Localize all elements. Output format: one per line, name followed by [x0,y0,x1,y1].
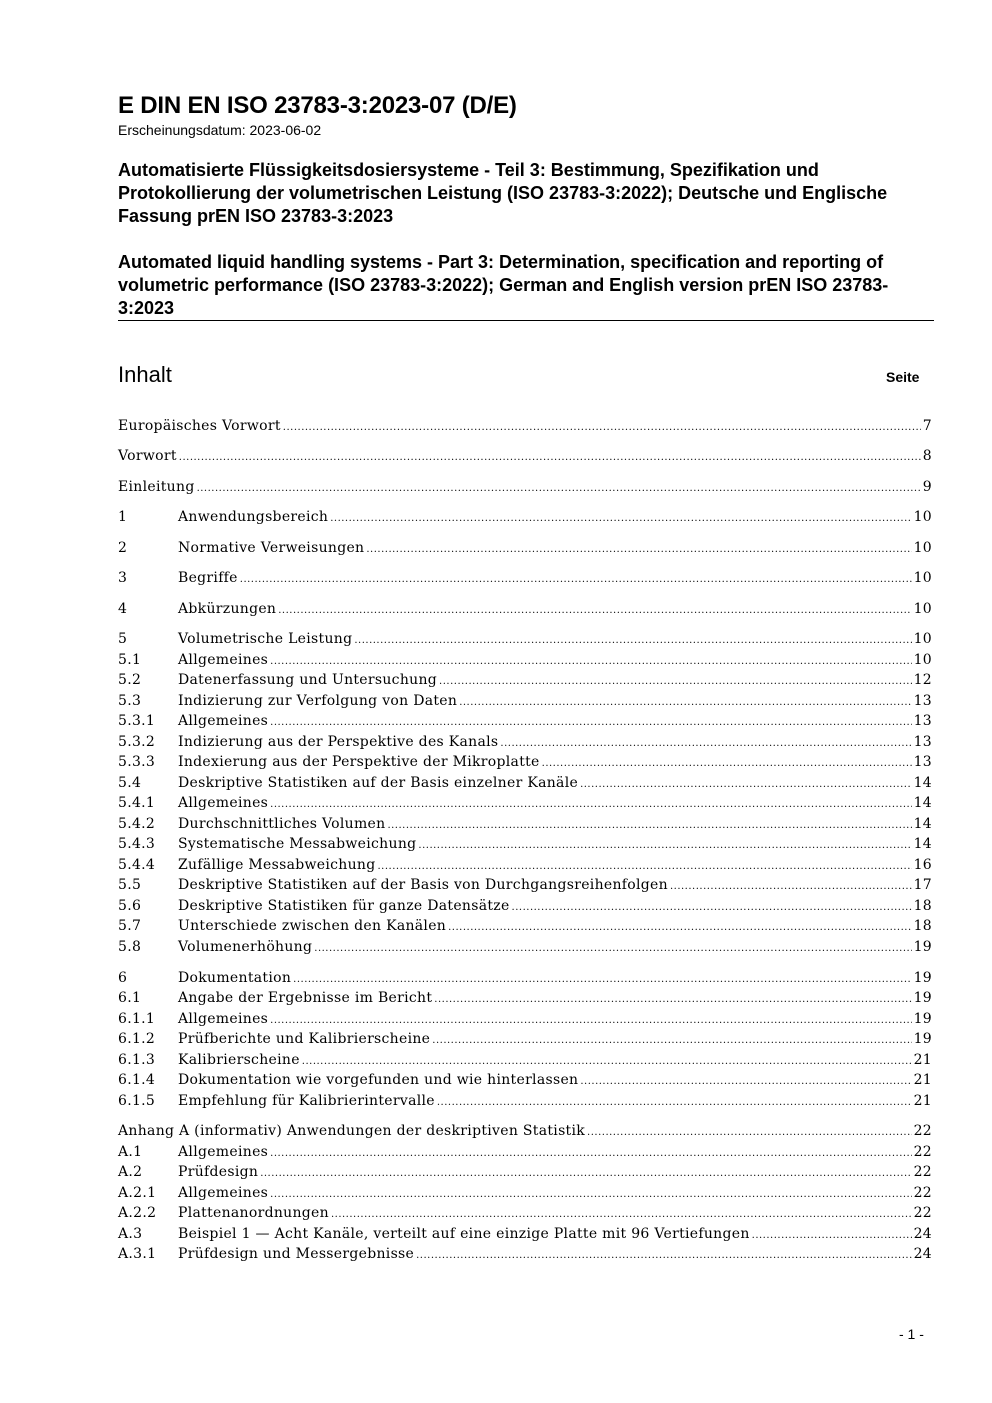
toc-entry-title: Allgemeines [178,1011,269,1027]
toc-entry-page: 10 [913,601,932,617]
toc-entry-number: 5.8 [118,939,142,955]
toc-entry-title: Allgemeines [178,713,269,729]
toc-dot-leader [580,1072,911,1088]
toc-entry[interactable] [118,877,932,897]
toc-entry[interactable] [118,1205,932,1225]
toc-entry[interactable] [118,448,932,468]
toc-dot-leader [580,775,912,791]
toc-entry-number: 6.1.5 [118,1093,156,1109]
toc-entry-page: 21 [913,1072,932,1088]
toc-entry[interactable] [118,1226,932,1246]
toc-entry-number: 1 [118,509,128,525]
toc-entry-number: 5.2 [118,672,142,688]
toc-entry[interactable] [118,1164,932,1184]
toc-dot-leader [387,816,911,832]
toc-entry[interactable] [118,479,932,499]
toc-entry-number: 5.7 [118,918,142,934]
toc-entry-title: Allgemeines [178,652,269,668]
toc-entry-page: 19 [913,990,932,1006]
toc-dot-leader [270,713,911,729]
toc-entry-page: 19 [913,1011,932,1027]
toc-entry[interactable] [118,540,932,560]
toc-entry-title: Allgemeines [178,1144,269,1160]
toc-dot-leader [512,898,912,914]
toc-entry-title: Volumenerhöhung [178,939,313,955]
toc-dot-leader [366,540,911,556]
toc-dot-leader [354,631,911,647]
toc-entry-number: 6.1.3 [118,1052,156,1068]
toc-entry-page: 22 [913,1205,932,1221]
toc-entry[interactable] [118,775,932,795]
toc-entry[interactable] [118,418,932,438]
toc-entry-title: Einleitung [118,479,195,495]
toc-entry[interactable] [118,713,932,733]
title-german: Automatisierte Flüssigkeitsdosiersysteme - Teil 3: Bestimmung, Spezifikation und Protokollierung der volumetrischen Leistung (ISO 23783-3:2022); Deutsche und Englische Fassung prEN ISO 23783-3:2023 [118,160,888,226]
toc-entry-title: Deskriptive Statistiken auf der Basis einzelner Kanäle [178,775,579,791]
toc-entry-page: 24 [913,1246,932,1262]
toc-entry[interactable] [118,970,932,990]
toc-entry[interactable] [118,857,932,877]
toc-entry-number: 5.1 [118,652,142,668]
toc-entry[interactable] [118,898,932,918]
toc-entry-page: 7 [922,418,932,434]
toc-entry[interactable] [118,836,932,856]
toc-dot-leader [314,939,911,955]
toc-entry-number: 5.4.2 [118,816,156,832]
toc-dot-leader [197,479,921,495]
toc-entry-page: 22 [913,1164,932,1180]
toc-entry-number: 5.3.3 [118,754,156,770]
toc-entry[interactable] [118,1144,932,1164]
toc-entry[interactable] [118,601,932,621]
toc-entry-title: Deskriptive Statistiken für ganze Datensätze [178,898,510,914]
toc-entry-title: Plattenanordnungen [178,1205,329,1221]
toc-entry-title: Prüfdesign [178,1164,259,1180]
toc-entry-number: A.2 [118,1164,143,1180]
toc-entry-page: 14 [913,816,932,832]
toc-dot-leader [752,1226,912,1242]
toc-entry-number: 5.3.1 [118,713,156,729]
toc-entry-number: 5.4 [118,775,142,791]
toc-dot-leader [432,1031,911,1047]
toc-entry-number: 2 [118,540,128,556]
publication-date: Erscheinungsdatum: 2023-06-02 [118,122,322,138]
toc-entry-page: 18 [913,898,932,914]
document-id: E DIN EN ISO 23783-3:2023-07 (D/E) [118,92,517,119]
toc-dot-leader [270,1185,911,1201]
toc-dot-leader [459,693,911,709]
toc-entry-title: Prüfdesign und Messergebnisse [178,1246,415,1262]
toc-dot-leader [330,509,911,525]
toc-entry-page: 16 [913,857,932,873]
toc-entry[interactable] [118,1123,932,1143]
toc-entry-title: Unterschiede zwischen den Kanälen [178,918,447,934]
toc-dot-leader [587,1123,912,1139]
toc-entry-page: 13 [913,754,932,770]
toc-entry[interactable] [118,1052,932,1072]
toc-entry-title: Dokumentation wie vorgefunden und wie hinterlassen [178,1072,579,1088]
toc-dot-leader [278,601,911,617]
toc-entry[interactable] [118,918,932,938]
toc-entry-page: 10 [913,540,932,556]
toc-entry-title: Empfehlung für Kalibrierintervalle [178,1093,435,1109]
toc-entry-title: Prüfberichte und Kalibrierscheine [178,1031,431,1047]
toc-dot-leader [331,1205,912,1221]
toc-entry-title: Europäisches Vorwort [118,418,281,434]
toc-entry[interactable] [118,1246,932,1266]
toc-entry-title: Begriffe [178,570,238,586]
toc-entry-title: Dokumentation [178,970,292,986]
toc-entry-title: Anhang A (informativ) Anwendungen der deskriptiven Statistik [118,1123,586,1139]
toc-entry[interactable] [118,631,932,651]
toc-dot-leader [270,795,911,811]
toc-entry-number: 5.4.4 [118,857,156,873]
toc-entry[interactable] [118,990,932,1010]
toc-entry-title: Anwendungsbereich [178,509,329,525]
toc-dot-leader [434,990,911,1006]
toc-entry-page: 21 [913,1093,932,1109]
toc-entry[interactable] [118,939,932,959]
toc-dot-leader [439,672,912,688]
toc-entry-page: 10 [913,509,932,525]
contents-heading: Inhalt [118,362,172,387]
toc-entry-number: 5.4.1 [118,795,156,811]
toc-entry-number: 4 [118,601,128,617]
toc-entry[interactable] [118,1031,932,1051]
page-column-label: Seite [886,369,920,385]
toc-entry-page: 8 [922,448,932,464]
toc-dot-leader [670,877,912,893]
toc-entry-title: Systematische Messabweichung [178,836,417,852]
toc-entry-title: Abkürzungen [178,601,277,617]
toc-entry[interactable] [118,1011,932,1031]
toc-entry-page: 19 [913,970,932,986]
toc-dot-leader [302,1052,912,1068]
toc-dot-leader [270,1144,911,1160]
toc-entry-number: A.2.1 [118,1185,157,1201]
toc-entry-page: 13 [913,734,932,750]
toc-entry-number: 5.3.2 [118,734,156,750]
toc-entry-title: Allgemeines [178,795,269,811]
toc-dot-leader [260,1164,911,1180]
toc-dot-leader [437,1093,912,1109]
toc-dot-leader [270,652,911,668]
toc-entry-page: 21 [913,1052,932,1068]
toc-entry-page: 12 [913,672,932,688]
toc-entry[interactable] [118,734,932,754]
toc-entry-number: A.3.1 [118,1246,157,1262]
toc-entry-page: 22 [913,1185,932,1201]
toc-entry[interactable] [118,1185,932,1205]
toc-entry-number: 6.1.2 [118,1031,156,1047]
toc-entry-number: 6.1 [118,990,142,1006]
toc-entry-page: 19 [913,939,932,955]
toc-entry-title: Beispiel 1 — Acht Kanäle, verteilt auf eine einzige Platte mit 96 Vertiefungen [178,1226,750,1242]
toc-entry-page: 22 [913,1123,932,1139]
toc-entry-title: Vorwort [118,448,177,464]
toc-dot-leader [270,1011,911,1027]
toc-entry-number: 6.1.4 [118,1072,156,1088]
toc-entry[interactable] [118,816,932,836]
toc-entry[interactable] [118,652,932,672]
toc-entry-title: Datenerfassung und Untersuchung [178,672,438,688]
toc-entry[interactable] [118,1093,932,1113]
toc-entry-title: Indizierung aus der Perspektive des Kanals [178,734,499,750]
toc-dot-leader [500,734,911,750]
toc-entry-page: 14 [913,836,932,852]
toc-dot-leader [448,918,911,934]
toc-entry[interactable] [118,672,932,692]
toc-entry-title: Kalibrierscheine [178,1052,300,1068]
page-number: - 1 - [899,1326,924,1342]
toc-entry-title: Volumetrische Leistung [178,631,353,647]
toc-entry-page: 9 [922,479,932,495]
toc-entry-number: A.3 [118,1226,143,1242]
toc-dot-leader [293,970,911,986]
toc-entry-number: A.2.2 [118,1205,157,1221]
toc-entry-title: Durchschnittliches Volumen [178,816,386,832]
toc-entry-page: 19 [913,1031,932,1047]
toc-entry-page: 10 [913,631,932,647]
toc-dot-leader [418,836,911,852]
toc-dot-leader [416,1246,911,1262]
toc-entry-page: 10 [913,652,932,668]
toc-entry-number: 3 [118,570,128,586]
toc-dot-leader [283,418,921,434]
toc-entry-page: 18 [913,918,932,934]
toc-entry-title: Indizierung zur Verfolgung von Daten [178,693,458,709]
toc-entry-number: 6 [118,970,128,986]
toc-entry-page: 22 [913,1144,932,1160]
toc-entry-page: 13 [913,713,932,729]
toc-entry-number: 5.3 [118,693,142,709]
toc-dot-leader [542,754,912,770]
toc-entry-title: Zufällige Messabweichung [178,857,376,873]
toc-entry-title: Allgemeines [178,1185,269,1201]
toc-dot-leader [179,448,921,464]
toc-entry[interactable] [118,509,932,529]
toc-entry-page: 14 [913,795,932,811]
toc-entry[interactable] [118,1072,932,1092]
title-divider [118,320,934,321]
toc-entry-title: Indexierung aus der Perspektive der Mikroplatte [178,754,540,770]
toc-dot-leader [378,857,912,873]
toc-entry-number: 5 [118,631,128,647]
toc-entry-number: 5.4.3 [118,836,156,852]
toc-entry[interactable] [118,693,932,713]
toc-entry[interactable] [118,754,932,774]
toc-entry-number: 5.6 [118,898,142,914]
toc-entry-number: 6.1.1 [118,1011,156,1027]
toc-entry[interactable] [118,570,932,590]
toc-entry-page: 10 [913,570,932,586]
toc-entry-title: Normative Verweisungen [178,540,365,556]
toc-entry-title: Angabe der Ergebnisse im Bericht [178,990,433,1006]
toc-entry-page: 14 [913,775,932,791]
toc-entry-page: 24 [913,1226,932,1242]
toc-entry-number: A.1 [118,1144,143,1160]
toc-dot-leader [240,570,912,586]
toc-entry[interactable] [118,795,932,815]
toc-entry-page: 17 [913,877,932,893]
toc-entry-number: 5.5 [118,877,142,893]
toc-entry-title: Deskriptive Statistiken auf der Basis von Durchgangsreihenfolgen [178,877,668,893]
title-english: Automated liquid handling systems - Part 3: Determination, specification and reporting of volumetric performance (ISO 23783-3:2022); German and English version prEN ISO 23783-3:2023 [118,252,889,318]
toc-entry-page: 13 [913,693,932,709]
